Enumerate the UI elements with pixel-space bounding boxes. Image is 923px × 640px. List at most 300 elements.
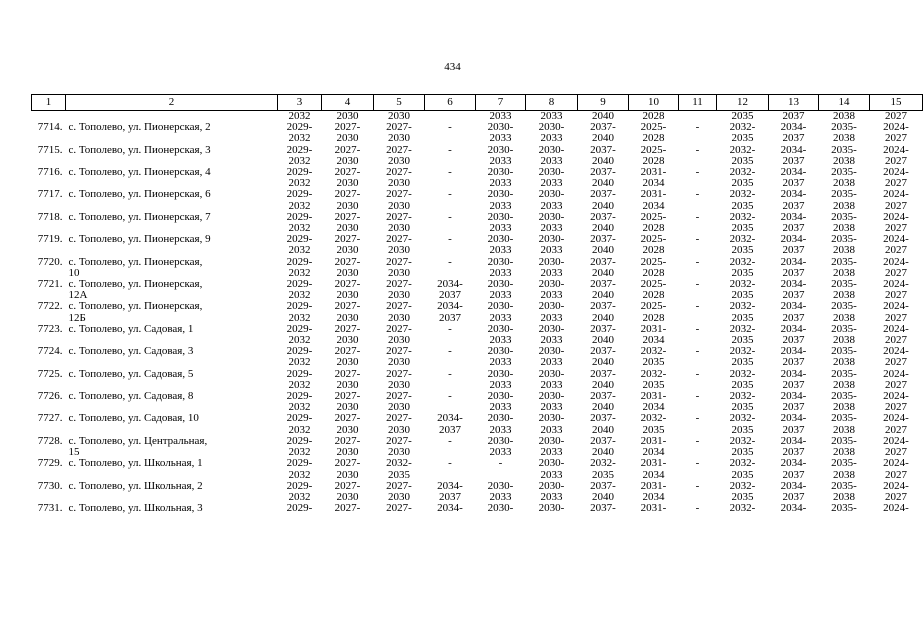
year-range-cell: 2035- 2038 bbox=[831, 457, 857, 481]
table-cell: 2033 bbox=[540, 110, 563, 122]
year-range-cell: 2035- 2038 bbox=[831, 255, 857, 279]
year-range-cell: - bbox=[448, 233, 452, 246]
year-range-cell: 2032- 2035 bbox=[590, 457, 616, 481]
year-range-cell: 2035- 2038 bbox=[831, 390, 857, 414]
year-range-cell: 2037- 2040 bbox=[590, 255, 616, 279]
year-range-cell: - bbox=[448, 390, 452, 403]
year-range-cell: 2031- 2034 bbox=[640, 188, 667, 212]
year-range-cell: 2029- 2032 bbox=[286, 390, 313, 414]
row-number: 7726. bbox=[37, 390, 63, 403]
year-range-cell: 2029- 2032 bbox=[286, 300, 313, 324]
year-range-cell: 2027- 2030 bbox=[334, 255, 361, 279]
year-range-cell: 2032- 2035 bbox=[729, 367, 756, 391]
table-row bbox=[32, 503, 923, 514]
year-range-cell: 2029- 2032 bbox=[286, 255, 313, 279]
page-number: 434 bbox=[444, 61, 461, 73]
year-range-cell: - bbox=[448, 457, 452, 470]
year-range-cell: 2034- 2037 bbox=[780, 412, 807, 436]
address-cell: с. Тополево, ул. Садовая, 3 bbox=[68, 345, 194, 358]
year-range-cell: 2030- 2033 bbox=[487, 143, 514, 167]
year-range-cell: 2030- 2033 bbox=[487, 322, 514, 347]
table-row bbox=[32, 234, 923, 256]
year-range-cell: 2031- 2034 bbox=[640, 166, 667, 190]
year-range-cell: 2034- 2037 bbox=[780, 143, 807, 167]
header-cell: 15 bbox=[870, 95, 923, 111]
address-cell: с. Тополево, ул. Садовая, 10 bbox=[68, 412, 199, 425]
year-range-cell: 2034- 2037 bbox=[780, 300, 807, 324]
year-range-cell: 2035- 2038 bbox=[831, 121, 857, 145]
address-cell: с. Тополево, ул. Пионерская, 9 bbox=[68, 233, 211, 246]
year-range-cell: 2030- 2033 bbox=[487, 233, 514, 257]
table-cell: 2040 bbox=[592, 110, 614, 122]
year-range-cell: 2032- 2035 bbox=[386, 457, 412, 481]
year-range-cell: 2037- 2040 bbox=[590, 434, 616, 459]
year-range-cell: 2024- 2027 bbox=[883, 121, 909, 145]
year-range-cell: 2032- 2035 bbox=[729, 278, 756, 302]
year-range-cell: 2031- 2034 bbox=[640, 457, 667, 481]
year-range-cell: 2030- 2033 bbox=[538, 210, 565, 235]
year-range-cell: 2032- bbox=[729, 502, 756, 515]
table-row bbox=[32, 481, 923, 503]
table-cell: 2033 bbox=[489, 110, 512, 122]
row-number: 7730. bbox=[37, 479, 63, 492]
year-range-cell: 2030- 2033 bbox=[538, 367, 565, 391]
year-range-cell: 2034- 2037 bbox=[780, 188, 807, 212]
year-range-cell: 2032- 2035 bbox=[729, 434, 756, 459]
header-cell: 6 bbox=[425, 95, 476, 111]
row-number: 7725. bbox=[37, 367, 63, 380]
year-range-cell: 2024- 2027 bbox=[883, 188, 909, 212]
address-cell: с. Тополево, ул. Пионерская, 7 bbox=[68, 210, 211, 223]
header-cell: 12 bbox=[717, 95, 769, 111]
table-row bbox=[32, 413, 923, 435]
year-range-cell: 2027- 2030 bbox=[386, 188, 412, 212]
year-range-cell: 2030- 2033 bbox=[487, 479, 514, 503]
year-range-cell: 2024- 2027 bbox=[883, 367, 909, 391]
year-range-cell: 2035- 2038 bbox=[831, 434, 857, 459]
year-range-cell: 2037- 2040 bbox=[590, 278, 616, 302]
row-number: 7715. bbox=[37, 143, 63, 156]
year-range-cell: 2027- 2030 bbox=[334, 479, 361, 503]
year-range-cell: 2027- 2030 bbox=[386, 322, 412, 347]
year-range-cell: 2029- 2032 bbox=[286, 322, 313, 347]
year-range-cell: 2034- bbox=[780, 502, 807, 515]
year-range-cell: 2034- 2037 bbox=[780, 210, 807, 235]
year-range-cell: 2030- 2033 bbox=[538, 143, 565, 167]
year-range-cell: 2027- 2030 bbox=[334, 457, 361, 481]
address-cell: с. Тополево, ул. Пионерская, 10 bbox=[68, 255, 203, 279]
year-range-cell: 2027- 2030 bbox=[334, 322, 361, 347]
row-number: 7721. bbox=[37, 278, 63, 291]
year-range-cell: 2032- 2035 bbox=[729, 233, 756, 257]
year-range-cell: 2030- 2033 bbox=[538, 479, 565, 503]
address-cell: с. Тополево, ул. Школьная, 1 bbox=[68, 457, 203, 470]
year-range-cell: 2030- 2033 bbox=[538, 121, 565, 145]
table-cell: 2035 bbox=[731, 110, 754, 122]
year-range-cell: - bbox=[695, 457, 700, 470]
address-cell: с. Тополево, ул. Школьная, 2 bbox=[68, 479, 203, 492]
row-number: 7724. bbox=[37, 345, 63, 358]
year-range-cell: 2035- bbox=[831, 502, 857, 515]
year-range-cell: 2029- 2032 bbox=[286, 457, 313, 481]
year-range-cell: 2032- 2035 bbox=[640, 412, 667, 436]
address-cell: с. Тополево, ул. Пионерская, 4 bbox=[68, 166, 211, 179]
row-number: 7720. bbox=[37, 255, 63, 268]
year-range-cell: 2030- 2033 bbox=[538, 457, 565, 481]
year-range-cell: 2032- 2035 bbox=[729, 300, 756, 324]
year-range-cell: 2030- 2033 bbox=[487, 434, 514, 459]
year-range-cell: 2032- 2035 bbox=[640, 345, 667, 369]
address-cell: с. Тополево, ул. Пионерская, 2 bbox=[68, 121, 211, 134]
year-range-cell: 2027- bbox=[334, 502, 361, 515]
header-cell: 8 bbox=[526, 95, 578, 111]
year-range-cell: 2029- 2032 bbox=[286, 278, 313, 302]
year-range-cell: 2031- 2034 bbox=[640, 479, 667, 503]
year-range-cell: - bbox=[448, 255, 452, 268]
year-range-cell: 2027- 2030 bbox=[386, 390, 412, 414]
year-range-cell: 2029- 2032 bbox=[286, 345, 313, 369]
table-row bbox=[32, 257, 923, 279]
year-range-cell: 2030- 2033 bbox=[487, 278, 514, 302]
year-range-cell: 2029- 2032 bbox=[286, 188, 313, 212]
table-row bbox=[32, 189, 923, 211]
year-range-cell: 2030- 2033 bbox=[538, 345, 565, 369]
year-range-cell: 2030- 2033 bbox=[487, 210, 514, 235]
year-range-cell: - bbox=[448, 143, 452, 156]
table-row bbox=[32, 346, 923, 368]
year-range-cell: 2027- 2030 bbox=[334, 121, 361, 145]
year-range-cell: 2024- 2027 bbox=[883, 434, 909, 459]
year-range-cell: 2032- 2035 bbox=[640, 367, 667, 391]
year-range-cell: - bbox=[448, 322, 452, 335]
year-range-cell: - bbox=[448, 210, 452, 223]
year-range-cell: 2024- bbox=[883, 502, 909, 515]
year-range-cell: 2032- 2035 bbox=[729, 210, 756, 235]
year-range-cell: 2029- 2032 bbox=[286, 233, 313, 257]
table-row bbox=[32, 458, 923, 480]
schedule-table bbox=[31, 94, 923, 514]
header-cell: 3 bbox=[278, 95, 322, 111]
year-range-cell: 2030- 2033 bbox=[538, 188, 565, 212]
year-range-cell: 2032- 2035 bbox=[729, 166, 756, 190]
year-range-cell: 2035- 2038 bbox=[831, 143, 857, 167]
address-cell: с. Тополево, ул. Садовая, 5 bbox=[68, 367, 194, 380]
header-row bbox=[32, 95, 923, 111]
header-cell: 13 bbox=[769, 95, 819, 111]
year-range-cell: 2034- 2037 bbox=[780, 479, 807, 503]
year-range-cell: 2025- 2028 bbox=[640, 210, 667, 235]
year-range-cell: 2025- 2028 bbox=[640, 278, 667, 302]
address-cell: с. Тополево, ул. Пионерская, 3 bbox=[68, 143, 211, 156]
year-range-cell: 2030- 2033 bbox=[487, 367, 514, 391]
year-range-cell: 2027- 2030 bbox=[386, 233, 412, 257]
table-cell: 2027 bbox=[885, 110, 907, 122]
year-range-cell: 2037- 2040 bbox=[590, 210, 616, 235]
table-row bbox=[32, 324, 923, 346]
header-cell: 14 bbox=[819, 95, 870, 111]
year-range-cell: - bbox=[448, 188, 452, 201]
year-range-cell: 2024- 2027 bbox=[883, 233, 909, 257]
year-range-cell: 2030- 2033 bbox=[487, 255, 514, 279]
header-cell: 5 bbox=[374, 95, 425, 111]
year-range-cell: - bbox=[695, 322, 700, 335]
year-range-cell: 2037- 2040 bbox=[590, 143, 616, 167]
table-row bbox=[32, 167, 923, 189]
year-range-cell: 2030- bbox=[487, 502, 514, 515]
table-row bbox=[32, 391, 923, 413]
year-range-cell: 2030- 2033 bbox=[538, 233, 565, 257]
year-range-cell: 2037- bbox=[590, 502, 616, 515]
year-range-cell: 2032- 2035 bbox=[729, 479, 756, 503]
year-range-cell: 2034- 2037 bbox=[780, 457, 807, 481]
year-range-cell: 2027- 2030 bbox=[386, 210, 412, 235]
year-range-cell: 2030- 2033 bbox=[538, 434, 565, 459]
year-range-cell: - bbox=[695, 210, 700, 223]
year-range-cell: 2027- 2030 bbox=[334, 233, 361, 257]
year-range-cell: 2027- 2030 bbox=[386, 434, 412, 459]
year-range-cell: 2024- 2027 bbox=[883, 345, 909, 369]
year-range-cell: 2035- 2038 bbox=[831, 479, 857, 503]
year-range-cell: - bbox=[448, 121, 452, 134]
year-range-cell: 2029- 2032 bbox=[286, 479, 313, 503]
year-range-cell: 2027- 2030 bbox=[386, 367, 412, 391]
year-range-cell: 2024- 2027 bbox=[883, 412, 909, 436]
year-range-cell: 2035- 2038 bbox=[831, 188, 857, 212]
year-range-cell: - bbox=[695, 300, 700, 313]
year-range-cell: 2032- 2035 bbox=[729, 457, 756, 481]
year-range-cell: - bbox=[695, 188, 700, 201]
year-range-cell: - bbox=[695, 502, 700, 515]
year-range-cell: 2034- 2037 bbox=[780, 345, 807, 369]
row-number: 7729. bbox=[37, 457, 63, 470]
year-range-cell: 2029- 2032 bbox=[286, 210, 313, 235]
year-range-cell: 2030- 2033 bbox=[538, 255, 565, 279]
year-range-cell: 2024- 2027 bbox=[883, 390, 909, 414]
year-range-cell: 2024- 2027 bbox=[883, 166, 909, 190]
table-row bbox=[32, 122, 923, 144]
year-range-cell: 2034- 2037 bbox=[780, 390, 807, 414]
year-range-cell: 2032- 2035 bbox=[729, 322, 756, 347]
year-range-cell: 2032- 2035 bbox=[729, 255, 756, 279]
year-range-cell: 2031- 2034 bbox=[640, 322, 667, 347]
year-range-cell: - bbox=[448, 345, 452, 358]
year-range-cell: 2027- 2030 bbox=[334, 367, 361, 391]
year-range-cell: 2027- 2030 bbox=[334, 166, 361, 190]
year-range-cell: 2034- 2037 bbox=[780, 278, 807, 302]
year-range-cell: 2024- 2027 bbox=[883, 457, 909, 481]
year-range-cell: 2027- 2030 bbox=[386, 143, 412, 167]
year-range-cell: 2035- 2038 bbox=[831, 278, 857, 302]
year-range-cell: 2030- 2033 bbox=[538, 300, 565, 324]
year-range-cell: 2034- 2037 bbox=[780, 121, 807, 145]
address-cell: с. Тополево, ул. Садовая, 8 bbox=[68, 390, 194, 403]
year-range-cell: 2030- 2033 bbox=[538, 322, 565, 347]
year-range-cell: 2037- 2040 bbox=[590, 367, 616, 391]
year-range-cell: 2030- 2033 bbox=[538, 278, 565, 302]
year-range-cell: 2032- 2035 bbox=[729, 412, 756, 436]
year-range-cell: 2031- bbox=[640, 502, 667, 515]
row-number: 7731. bbox=[37, 502, 63, 515]
address-cell: с. Тополево, ул. Центральная, 15 bbox=[68, 434, 208, 459]
row-number: 7728. bbox=[37, 434, 63, 447]
year-range-cell: 2029- 2032 bbox=[286, 412, 313, 436]
year-range-cell: 2027- 2030 bbox=[334, 210, 361, 235]
year-range-cell: 2029- 2032 bbox=[286, 121, 313, 145]
year-range-cell: 2034- 2037 bbox=[780, 367, 807, 391]
table-row bbox=[32, 212, 923, 234]
year-range-cell: 2030- 2033 bbox=[487, 121, 514, 145]
year-range-cell: - bbox=[695, 121, 700, 134]
year-range-cell: 2037- 2040 bbox=[590, 233, 616, 257]
row-number: 7723. bbox=[37, 322, 63, 335]
row-number: 7722. bbox=[37, 300, 63, 313]
year-range-cell: 2027- 2030 bbox=[386, 479, 412, 503]
year-range-cell: 2037- 2040 bbox=[590, 412, 616, 436]
year-range-cell: 2030- 2033 bbox=[487, 300, 514, 324]
year-range-cell: 2024- 2027 bbox=[883, 255, 909, 279]
year-range-cell: 2027- 2030 bbox=[334, 390, 361, 414]
year-range-cell: - bbox=[695, 479, 700, 492]
year-range-cell: 2027- 2030 bbox=[334, 345, 361, 369]
year-range-cell: - bbox=[448, 434, 452, 447]
table-cell: 2030 bbox=[336, 110, 359, 122]
year-range-cell: 2034- 2037 bbox=[437, 300, 463, 324]
year-range-cell: 2035- 2038 bbox=[831, 322, 857, 347]
table-cell: 2028 bbox=[642, 110, 665, 122]
year-range-cell: 2031- 2034 bbox=[640, 434, 667, 459]
table-cell: 2030 bbox=[388, 110, 410, 122]
row-number: 7727. bbox=[37, 412, 63, 425]
year-range-cell: 2037- 2040 bbox=[590, 390, 616, 414]
year-range-cell: 2025- 2028 bbox=[640, 233, 667, 257]
year-range-cell: - bbox=[695, 345, 700, 358]
year-range-cell: 2024- 2027 bbox=[883, 278, 909, 302]
year-range-cell: - bbox=[498, 457, 503, 470]
year-range-cell: - bbox=[695, 412, 700, 425]
year-range-cell: 2032- 2035 bbox=[729, 143, 756, 167]
year-range-cell: 2029- 2032 bbox=[286, 434, 313, 459]
year-range-cell: 2029- 2032 bbox=[286, 166, 313, 190]
year-range-cell: 2027- 2030 bbox=[334, 188, 361, 212]
year-range-cell: 2025- 2028 bbox=[640, 300, 667, 324]
table-row bbox=[32, 436, 923, 458]
table-row bbox=[32, 279, 923, 301]
year-range-cell: 2035- 2038 bbox=[831, 345, 857, 369]
year-range-cell: 2037- 2040 bbox=[590, 166, 616, 190]
year-range-cell: 2027- 2030 bbox=[386, 255, 412, 279]
year-range-cell: 2030- bbox=[538, 502, 565, 515]
table-row bbox=[32, 301, 923, 323]
year-range-cell: 2034- 2037 bbox=[437, 479, 463, 503]
address-cell: с. Тополево, ул. Школьная, 3 bbox=[68, 502, 203, 515]
year-range-cell: - bbox=[695, 143, 700, 156]
year-range-cell: 2032- 2035 bbox=[729, 121, 756, 145]
year-range-cell: 2037- 2040 bbox=[590, 121, 616, 145]
year-range-cell: 2032- 2035 bbox=[729, 390, 756, 414]
year-range-cell: - bbox=[695, 367, 700, 380]
address-cell: с. Тополево, ул. Пионерская, 6 bbox=[68, 188, 211, 201]
year-range-cell: 2035- 2038 bbox=[831, 367, 857, 391]
year-range-cell: 2024- 2027 bbox=[883, 210, 909, 235]
header-cell: 7 bbox=[476, 95, 526, 111]
year-range-cell: 2035- 2038 bbox=[831, 210, 857, 235]
table-row bbox=[32, 145, 923, 167]
year-range-cell: 2030- 2033 bbox=[487, 166, 514, 190]
year-range-cell: 2027- 2030 bbox=[386, 300, 412, 324]
year-range-cell: 2030- 2033 bbox=[487, 345, 514, 369]
year-range-cell: 2027- 2030 bbox=[386, 278, 412, 302]
year-range-cell: 2037- 2040 bbox=[590, 479, 616, 503]
year-range-cell: 2030- 2033 bbox=[487, 390, 514, 414]
year-range-cell: 2034- 2037 bbox=[437, 278, 463, 302]
table-cell: 2037 bbox=[782, 110, 805, 122]
year-range-cell: 2035- 2038 bbox=[831, 412, 857, 436]
year-range-cell: 2030- 2033 bbox=[538, 390, 565, 414]
year-range-cell: 2030- 2033 bbox=[487, 188, 514, 212]
year-range-cell: 2034- 2037 bbox=[780, 233, 807, 257]
year-range-cell: 2027- 2030 bbox=[334, 412, 361, 436]
year-range-cell: 2024- 2027 bbox=[883, 479, 909, 503]
header-cell: 4 bbox=[322, 95, 374, 111]
year-range-cell: 2034- 2037 bbox=[780, 434, 807, 459]
year-range-cell: 2035- 2038 bbox=[831, 233, 857, 257]
year-range-cell: 2034- 2037 bbox=[780, 255, 807, 279]
row-number: 7719. bbox=[37, 233, 63, 246]
year-range-cell: 2025- 2028 bbox=[640, 143, 667, 167]
year-range-cell: 2030- 2033 bbox=[487, 412, 514, 436]
year-range-cell: 2037- 2040 bbox=[590, 322, 616, 347]
year-range-cell: - bbox=[695, 255, 700, 268]
year-range-cell: 2027- 2030 bbox=[334, 143, 361, 167]
year-range-cell: 2035- 2038 bbox=[831, 166, 857, 190]
row-number: 7716. bbox=[37, 166, 63, 179]
year-range-cell: - bbox=[695, 434, 700, 447]
year-range-cell: 2030- 2033 bbox=[538, 166, 565, 190]
year-range-cell: 2031- 2034 bbox=[640, 390, 667, 414]
year-range-cell: 2024- 2027 bbox=[883, 300, 909, 324]
table-cell: 2038 bbox=[833, 110, 855, 122]
year-range-cell: - bbox=[448, 367, 452, 380]
year-range-cell: 2034- bbox=[437, 502, 463, 515]
year-range-cell: 2027- 2030 bbox=[334, 434, 361, 459]
year-range-cell: 2037- 2040 bbox=[590, 188, 616, 212]
year-range-cell: 2027- 2030 bbox=[386, 412, 412, 436]
address-cell: с. Тополево, ул. Пионерская, 12Б bbox=[68, 300, 203, 324]
row-number: 7717. bbox=[37, 188, 63, 201]
year-range-cell: 2035- 2038 bbox=[831, 300, 857, 324]
year-range-cell: 2037- 2040 bbox=[590, 300, 616, 324]
table-body bbox=[32, 111, 923, 515]
year-range-cell: 2027- 2030 bbox=[386, 345, 412, 369]
year-range-cell: 2034- 2037 bbox=[780, 322, 807, 347]
row-number: 7714. bbox=[37, 121, 63, 134]
year-range-cell: 2030- 2033 bbox=[538, 412, 565, 436]
year-range-cell: - bbox=[448, 166, 452, 179]
address-cell: с. Тополево, ул. Садовая, 1 bbox=[68, 322, 194, 335]
header-cell: 10 bbox=[629, 95, 679, 111]
year-range-cell: 2034- 2037 bbox=[437, 412, 463, 436]
year-range-cell: 2034- 2037 bbox=[780, 166, 807, 190]
year-range-cell: - bbox=[695, 278, 700, 291]
year-range-cell: 2025- 2028 bbox=[640, 121, 667, 145]
header-cell: 1 bbox=[32, 95, 66, 111]
year-range-cell: 2027- 2030 bbox=[386, 121, 412, 145]
year-range-cell: - bbox=[695, 233, 700, 246]
year-range-cell: 2027- bbox=[386, 502, 412, 515]
header-cell: 11 bbox=[679, 95, 717, 111]
year-range-cell: 2024- 2027 bbox=[883, 322, 909, 347]
year-range-cell: 2029- 2032 bbox=[286, 143, 313, 167]
